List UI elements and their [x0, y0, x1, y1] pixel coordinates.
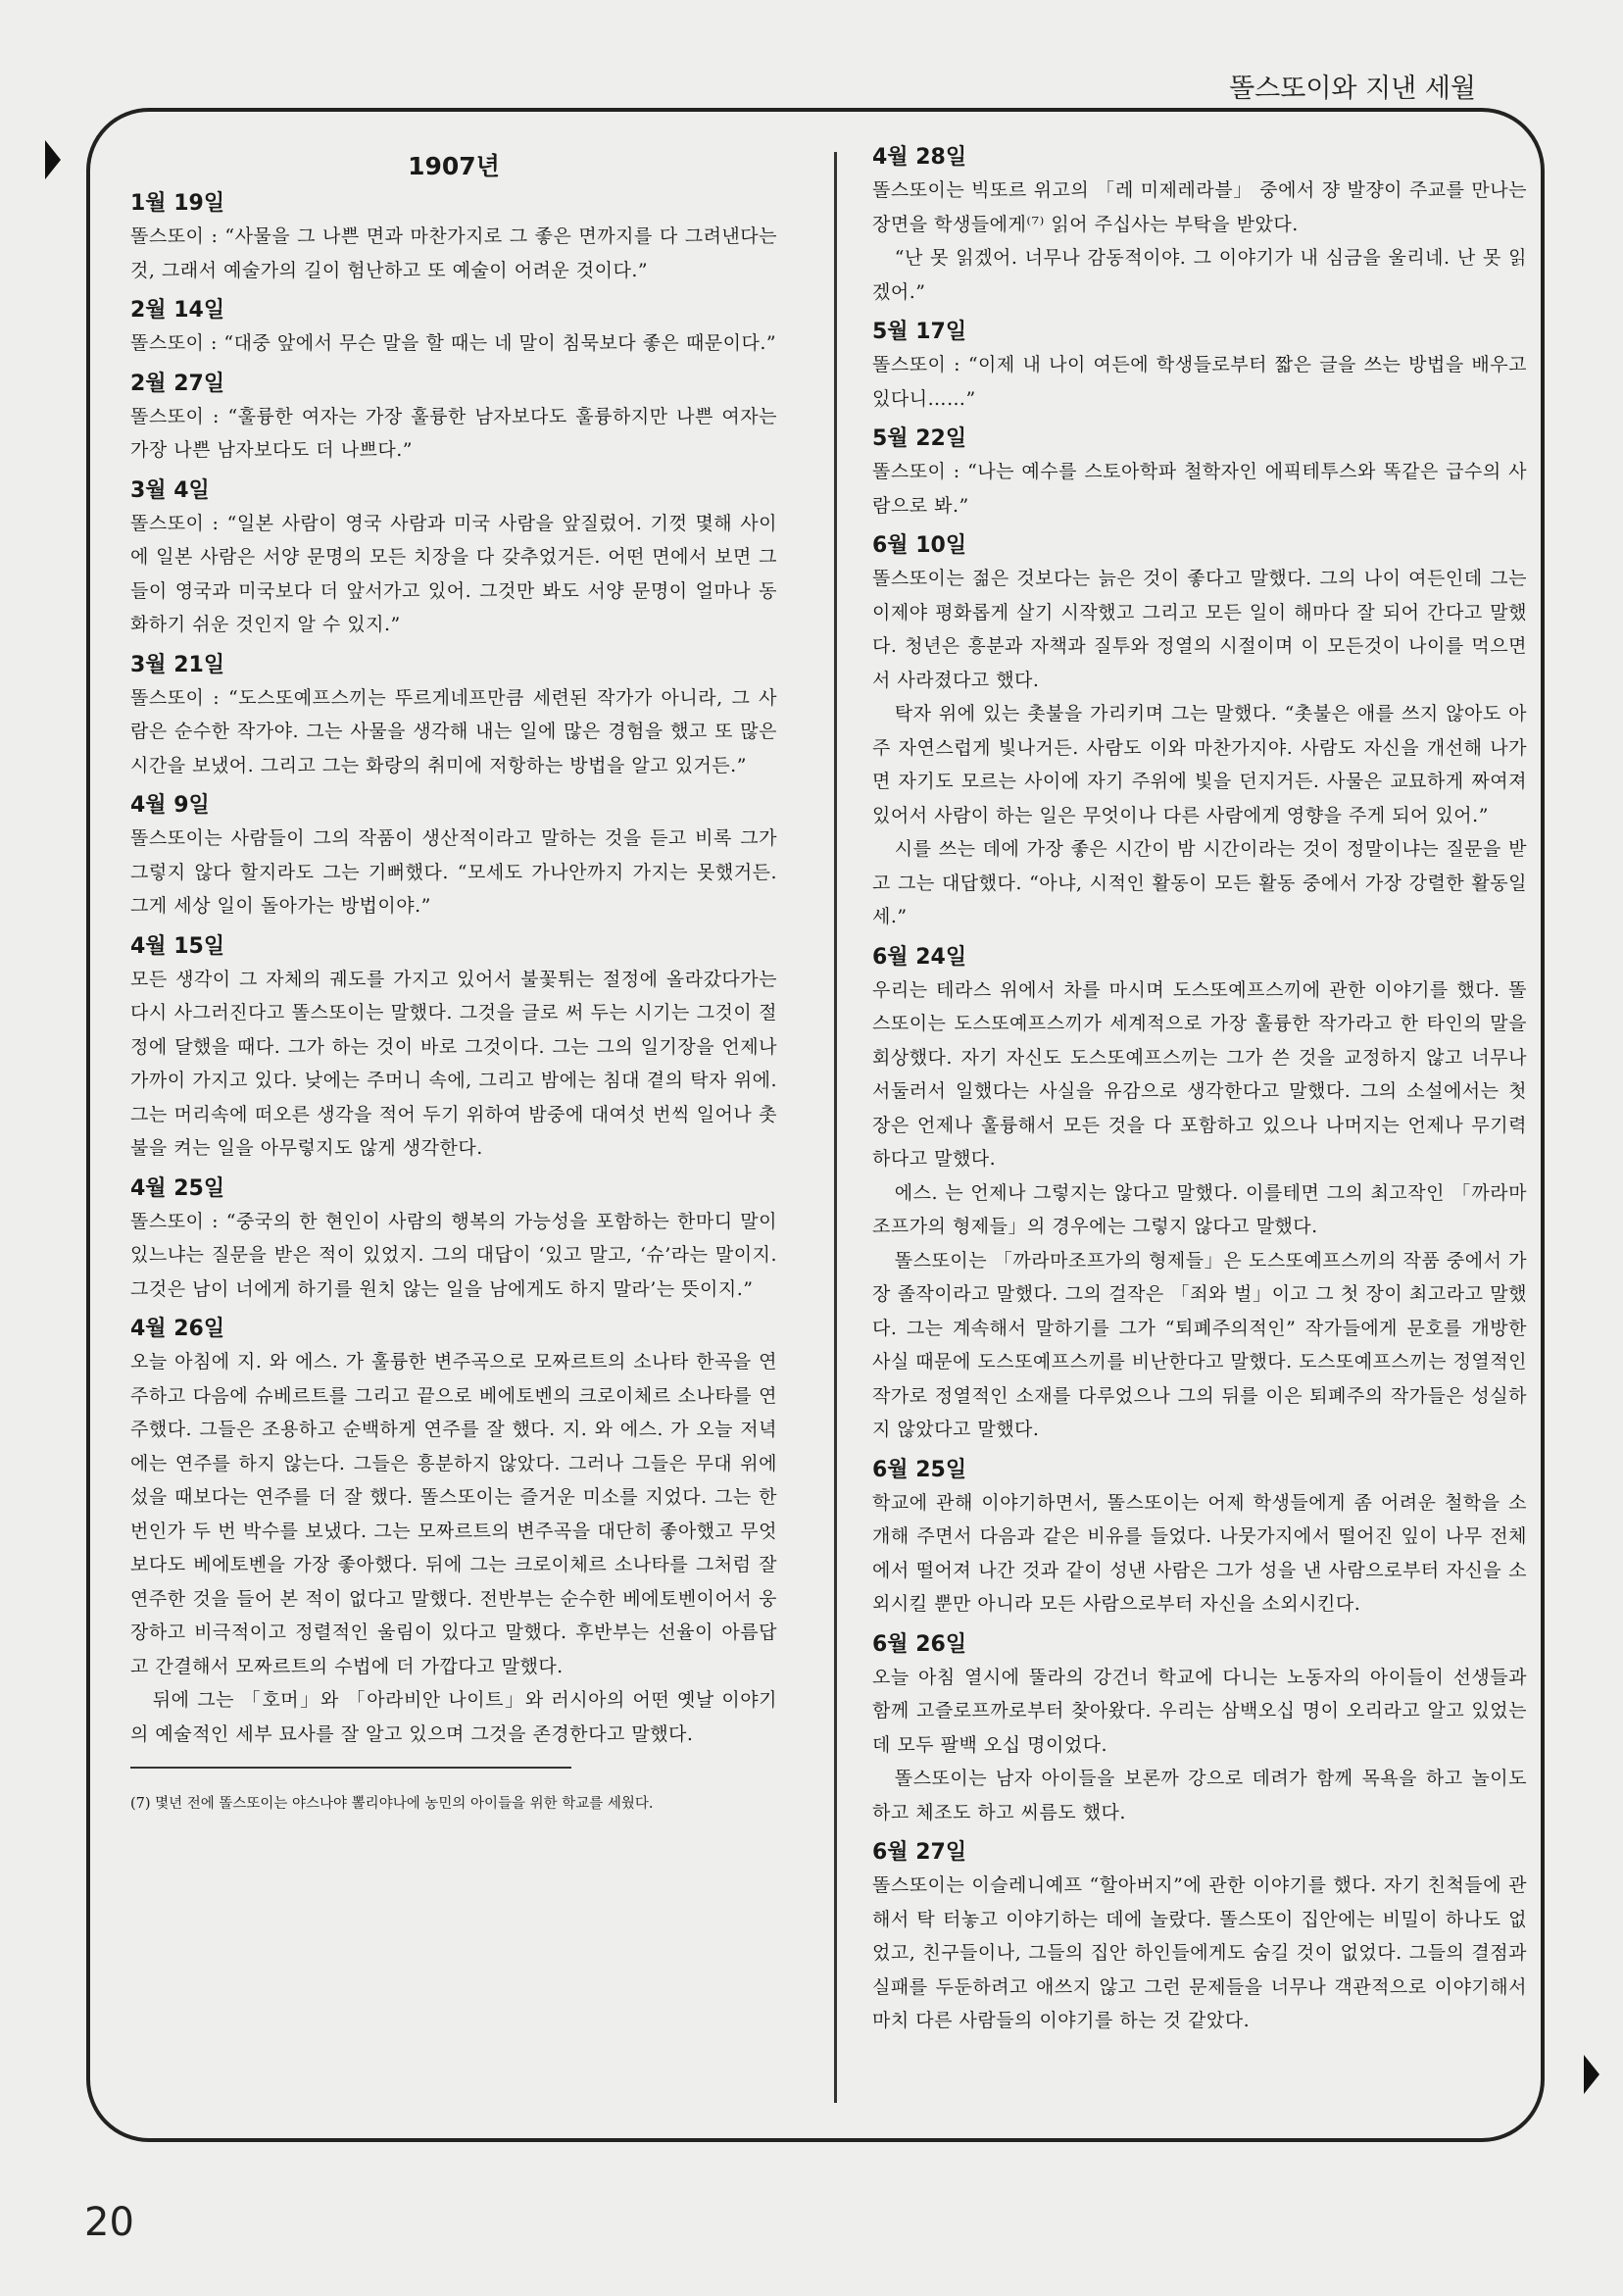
- diary-entry: [130, 475, 777, 642]
- entry-date: 6월 25일: [872, 1457, 967, 1482]
- entry-date: 4월 28일: [872, 145, 967, 170]
- diary-entry: [130, 295, 777, 361]
- right-column: [872, 142, 1527, 2046]
- entry-date: 6월 10일: [872, 533, 967, 558]
- entry-paragraph: 똘스또이 : “훌륭한 여자는 가장 훌륭한 남자보다도 훌륭하지만 나쁜 여자는 가장 나쁜 남자보다도 더 나쁘다.”: [130, 405, 777, 461]
- left-margin-marker: [45, 140, 61, 179]
- entry-paragraph: 똘스또이 : “이제 내 나이 여든에 학생들로부터 짧은 글을 쓰는 방법을 배우고 있다니……”: [872, 354, 1527, 410]
- entry-paragraph: 시를 쓰는 데에 가장 좋은 시간이 밤 시간이라는 것이 정말이냐는 질문을 받고 그는 대답했다. “아냐, 시적인 활동이 모든 활동 중에서 가장 강렬한 활동일세.”: [872, 838, 1527, 927]
- entry-paragraph: 똘스또이 : “중국의 한 현인이 사람의 행복의 가능성을 포함하는 한마디 말이 있느냐는 질문을 받은 적이 있었지. 그의 대답이 ‘있고 말고, ‘슈’라는 말이지. 그것은 남이 너에게 하기를 원치 않는 일을 남에게도 하지 말라’는 뜻이지.”: [130, 1210, 777, 1300]
- left-entries: [130, 188, 777, 1751]
- diary-entry: [130, 1314, 777, 1751]
- entry-paragraph: 오늘 아침 열시에 뚤라의 강건너 학교에 다니는 노동자의 아이들이 선생들과 함께 고즐로프까로부터 찾아왔다. 우리는 삼백오십 명이 오리라고 알고 있었는데 모두 팔백 오십 명이었다.: [872, 1666, 1527, 1756]
- entry-paragraph: 학교에 관해 이야기하면서, 똘스또이는 어제 학생들에게 좀 어려운 철학을 소개해 주면서 다음과 같은 비유를 들었다. 나뭇가지에서 떨어진 잎이 나무 전체에서 떨어져 나간 것과 같이 성낸 사람은 그가 성을 낸 사람으로부터 자신을 소외시킬 뿐만 아니라 모든 사람으로부터 자신을 소외시킨다.: [872, 1491, 1527, 1615]
- entry-paragraph: “난 못 읽겠어. 너무나 감동적이야. 그 이야기가 내 심금을 울리네. 난 못 읽겠어.”: [872, 247, 1527, 303]
- entry-paragraph: 똘스또이는 남자 아이들을 보론까 강으로 데려가 함께 목욕을 하고 놀이도 하고 체조도 하고 씨름도 했다.: [872, 1768, 1527, 1823]
- diary-entry: [872, 942, 1527, 1447]
- running-head: 똘스또이와 지낸 세월: [1229, 74, 1476, 104]
- diary-entry: [130, 931, 777, 1166]
- entry-paragraph: 모든 생각이 그 자체의 궤도를 가지고 있어서 불꽃튀는 절정에 올라갔다가는 다시 사그러진다고 똘스또이는 말했다. 그것을 글로 써 두는 시기는 그것이 절정에 달했을 때다. 그가 하는 것이 바로 그것이다. 그는 그의 일기장을 언제나 가까이 가지고 있다. 낮에는 주머니 속에, 그리고 밤에는 침대 곁의 탁자 위에. 그는 머리속에 떠오른 생각을 적어 두기 위하여 밤중에 대여섯 번씩 일어나 촛불을 켜는 일을 아무렇지도 않게 생각한다.: [130, 968, 777, 1159]
- diary-entry: [872, 424, 1527, 523]
- entry-date: 4월 26일: [130, 1317, 225, 1341]
- entry-paragraph: 똘스또이 : “대중 앞에서 무슨 말을 할 때는 네 말이 침묵보다 좋은 때문이다.”: [130, 332, 777, 354]
- right-margin-marker: [1584, 2055, 1599, 2094]
- entry-date: 5월 22일: [872, 426, 967, 451]
- right-entries: [872, 142, 1527, 2038]
- entry-paragraph: 뒤에 그는 「호머」와 「아라비안 나이트」와 러시아의 어떤 옛날 이야기의 예술적인 세부 묘사를 잘 알고 있으며 그것을 존경한다고 말했다.: [130, 1689, 777, 1745]
- entry-paragraph: 우리는 테라스 위에서 차를 마시며 도스또예프스끼에 관한 이야기를 했다. 똘스또이는 도스또예프스끼가 세계적으로 가장 훌륭한 작가라고 한 타인의 말을 회상했다. 자기 자신도 도스또예프스끼는 그가 쓴 것을 교정하지 않고 너무나 서둘러서 일했다는 사실을 유감으로 생각한다고 말했다. 그의 소설에서는 첫 장은 언제나 훌륭해서 모든 것을 다 포함하고 있으나 나머지는 언제나 무기력하다고 말했다.: [872, 978, 1527, 1170]
- diary-entry: [872, 1837, 1527, 2038]
- entry-paragraph: 똘스또이는 빅또르 위고의 「레 미제레라블」 중에서 쟝 발쟝이 주교를 만나는 장면을 학생들에게⁽⁷⁾ 읽어 주십사는 부탁을 받았다.: [872, 179, 1527, 235]
- left-column: [130, 147, 777, 1816]
- entry-paragraph: 똘스또이는 「까라마조프가의 형제들」은 도스또예프스끼의 작품 중에서 가장 졸작이라고 말했다. 그의 걸작은 「죄와 벌」이고 그 첫 장이 최고라고 말했다. 그는 계속해서 말하기를 그가 “퇴폐주의적인” 작가들에게 문호를 개방한 사실 때문에 도스또예프스끼를 비난한다고 말했다. 도스또예프스끼는 정열적인 작가로 정열적인 소재를 다루었으나 그의 뒤를 이은 퇴폐주의 작가들은 성실하지 않았다고 말했다.: [872, 1249, 1527, 1440]
- entry-date: 3월 4일: [130, 477, 210, 503]
- footnote-rule: [130, 1767, 571, 1769]
- entry-date: 4월 25일: [130, 1175, 225, 1201]
- entry-paragraph: 똘스또이 : “도스또예프스끼는 뚜르게네프만큼 세련된 작가가 아니라, 그 사람은 순수한 작가야. 그는 사물을 생각해 내는 일에 많은 경험을 했고 또 많은 시간을 보냈어. 그리고 그는 화랑의 취미에 저항하는 방법을 알고 있거든.”: [130, 686, 777, 776]
- page-number: 20: [84, 2200, 134, 2245]
- entry-date: 1월 19일: [130, 191, 225, 216]
- year-title: 1907년: [408, 152, 500, 180]
- entry-date: 6월 26일: [872, 1631, 967, 1657]
- entry-paragraph: 똘스또이 : “사물을 그 나쁜 면과 마찬가지로 그 좋은 면까지를 다 그려낸다는 것, 그래서 예술가의 길이 험난하고 또 예술이 어려운 것이다.”: [130, 225, 777, 281]
- entry-paragraph: 오늘 아침에 지. 와 에스. 가 훌륭한 변주곡으로 모짜르트의 소나타 한곡을 연주하고 다음에 슈베르트를 그리고 끝으로 베에토벤의 크로이체르 소나타를 연주했다. 그들은 조용하고 순백하게 연주를 잘 했다. 지. 와 에스. 가 오늘 저녁에는 연주를 하지 않는다. 그들은 흥분하지 않았다. 그러나 그들은 무대 위에 섰을 때보다는 연주를 더 잘 했다. 똘스또이는 즐거운 미소를 지었다. 그는 한 번인가 두 번 박수를 보냈다. 그는 모짜르트의 변주곡을 대단히 좋아했고 무엇보다도 베에토벤을 가장 좋아했다. 뒤에 그는 크로이체르 소나타를 그처럼 잘 연주한 것을 들어 본 적이 없다고 말했다. 전반부는 순수한 베에토벤이어서 웅장하고 비극적이고 정렬적인 울림이 있다고 말했다. 후반부는 선율이 아름답고 간결해서 모짜르트의 수법에 더 가깝다고 말했다.: [130, 1351, 777, 1677]
- footnote: (7) 몇년 전에 똘스또이는 야스나야 뽈리야나에 농민의 아이들을 위한 학교를 세웠다.: [130, 1796, 654, 1812]
- diary-entry: [872, 1455, 1527, 1622]
- entry-paragraph: 에스. 는 언제나 그렇지는 않다고 말했다. 이를테면 그의 최고작인 「까라마조프가의 형제들」의 경우에는 그렇지 않다고 말했다.: [872, 1181, 1527, 1237]
- entry-date: 6월 27일: [872, 1840, 967, 1865]
- entry-date: 2월 14일: [130, 298, 225, 323]
- entry-paragraph: 똘스또이 : “나는 예수를 스토아학파 철학자인 에픽테투스와 똑같은 급수의 사람으로 봐.”: [872, 461, 1527, 517]
- entry-paragraph: 똘스또이는 젊은 것보다는 늙은 것이 좋다고 말했다. 그의 나이 여든인데 그는 이제야 평화롭게 살기 시작했고 그리고 모든 일이 해마다 잘 되어 간다고 말했다. 청년은 흥분과 자책과 질투와 정열의 시절이며 이 모든것이 나이를 먹으면서 사라졌다고 했다.: [872, 568, 1527, 691]
- diary-entry: [872, 317, 1527, 416]
- entry-paragraph: 똘스또이 : “일본 사람이 영국 사람과 미국 사람을 앞질렀어. 기껏 몇해 사이에 일본 사람은 서양 문명의 모든 치장을 다 갖추었거든. 어떤 면에서 보면 그들이 영국과 미국보다 더 앞서가고 있어. 그것만 봐도 서양 문명이 얼마나 동화하기 쉬운 것인지 알 수 있지.”: [130, 512, 777, 635]
- diary-entry: [130, 188, 777, 287]
- entry-paragraph: 똘스또이는 이슬레니예프 “할아버지”에 관한 이야기를 했다. 자기 친척들에 관해서 탁 터놓고 이야기하는 데에 놀랐다. 똘스또이 집안에는 비밀이 하나도 없었고, 친구들이나, 그들의 집안 하인들에게도 숨길 것이 없었다. 그들의 결점과 실패를 두둔하려고 애쓰지 않고 그런 문제들을 너무나 객관적으로 이야기해서 마치 다른 사람들의 이야기를 하는 것 같았다.: [872, 1874, 1527, 2031]
- entry-paragraph: 똘스또이는 사람들이 그의 작품이 생산적이라고 말하는 것을 듣고 비록 그가 그렇지 않다 할지라도 그는 기뻐했다. “모세도 가나안까지 가지는 못했거든. 그게 세상 일이 돌아가는 방법이야.”: [130, 827, 777, 917]
- diary-entry: [130, 369, 777, 468]
- diary-entry: [130, 790, 777, 923]
- column-divider: [834, 152, 837, 2103]
- entry-date: 6월 24일: [872, 944, 967, 970]
- diary-entry: [872, 530, 1527, 934]
- entry-paragraph: 탁자 위에 있는 촛불을 가리키며 그는 말했다. “촛불은 애를 쓰지 않아도 아주 자연스럽게 빛나거든. 사람도 이와 마찬가지야. 사람도 자신을 개선해 나가면 자기도 모르는 사이에 자기 주위에 빛을 던지거든. 사물은 교묘하게 짜여져 있어서 사람이 하는 일은 무엇이나 다른 사람에게 영향을 주게 되어 있어.”: [872, 703, 1527, 826]
- entry-date: 5월 17일: [872, 320, 967, 344]
- entry-date: 3월 21일: [130, 652, 225, 677]
- diary-entry: [872, 1629, 1527, 1830]
- entry-date: 4월 15일: [130, 933, 225, 959]
- entry-date: 4월 9일: [130, 793, 210, 818]
- diary-entry: [130, 1173, 777, 1307]
- entry-date: 2월 27일: [130, 371, 225, 396]
- diary-entry: [130, 650, 777, 783]
- diary-entry: [872, 142, 1527, 309]
